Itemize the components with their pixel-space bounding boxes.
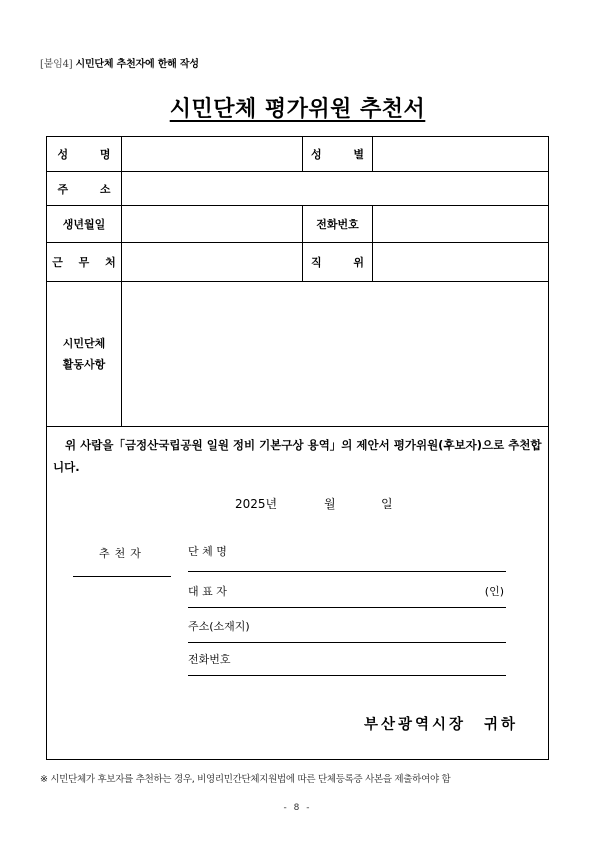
addressee-honorific: 귀하 [483,717,518,733]
date-year: 2025년 [235,497,278,511]
attachment-tag: [붙임4] [40,59,73,70]
org-name-line[interactable] [188,571,506,572]
address-label: 주 소 [47,172,122,205]
gender-label: 성 별 [302,137,373,171]
recommender-address-label: 주소(소재지) [188,620,250,633]
recommender-divider [73,576,171,577]
name-field[interactable] [122,137,302,171]
seal-mark: (인) [484,585,504,598]
representative-label: 대 표 자 [188,585,227,598]
addressee [364,713,518,734]
attachment-header [40,55,199,70]
recommender-address-line[interactable] [188,642,506,643]
birth-label: 생년월일 [47,206,122,242]
page-number: - 8 - [283,803,312,813]
activity-label: 시민단체 활동사항 [47,282,122,426]
gender-field[interactable] [373,137,548,171]
declaration-text: 위 사람을「금정산국립공원 일원 정비 기본구상 용역」의 제안서 평가위원(후보자)으로 추천합니다. [53,438,542,474]
form-row-address [47,172,548,206]
phone-field[interactable] [373,206,548,242]
position-label: 직 위 [302,243,373,281]
page-title: 시민단체 평가위원 추천서 [169,97,426,122]
form-row-name [47,137,548,172]
date-month: 월 [324,497,336,511]
recommender-phone-label: 전화번호 [188,653,231,666]
address-field[interactable] [122,172,548,205]
org-name-label: 단 체 명 [188,545,227,558]
workplace-label: 근 무 처 [47,243,122,281]
phone-label: 전화번호 [302,206,373,242]
workplace-field[interactable] [122,243,302,281]
addressee-name: 부산광역시장 [363,717,466,733]
birth-field[interactable] [122,206,302,242]
form-row-birth [47,206,548,243]
footnote: ※ 시민단체가 후보자를 추천하는 경우, 비영리민간단체지원법에 따른 단체등록증 사본을 제출하여야 함 [40,774,451,785]
representative-line[interactable] [188,607,506,608]
recommendation-form [46,136,549,760]
recommender-label: 추천자 [99,547,146,560]
form-row-workplace [47,243,548,282]
attachment-description: 시민단체 추천자에 한해 작성 [75,59,199,70]
recommender-phone-line[interactable] [188,675,506,676]
name-label: 성 명 [47,137,122,171]
form-row-activity [47,282,548,427]
date-day: 일 [381,497,393,511]
activity-field[interactable] [122,282,548,426]
position-field[interactable] [373,243,548,281]
